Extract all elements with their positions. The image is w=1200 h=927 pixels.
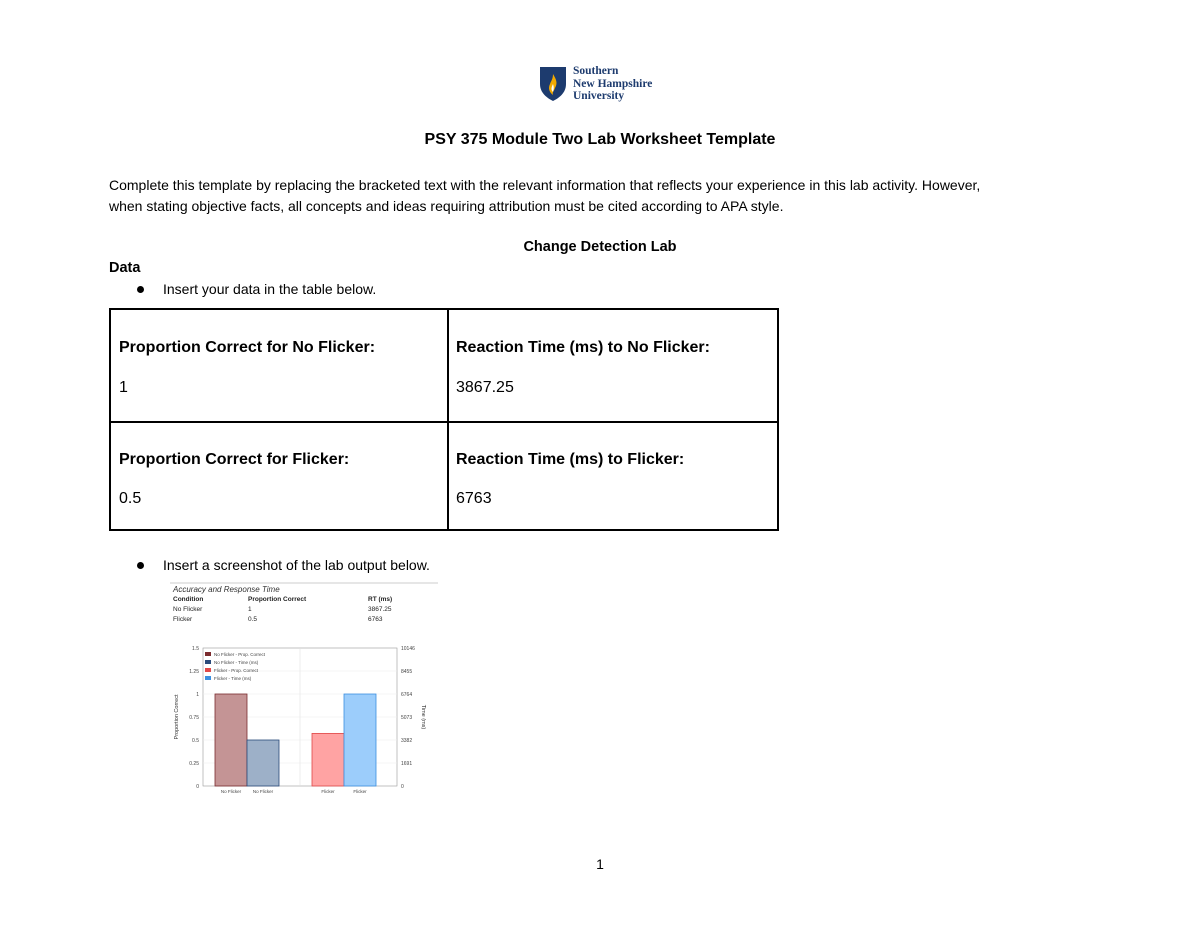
y-tick-label: 0.75 xyxy=(189,715,199,721)
bullet-text: Insert a screenshot of the lab output below. xyxy=(163,557,430,573)
intro-line: when stating objective facts, all concepts and ideas requiring attribution must be cited according to APA style. xyxy=(109,198,784,214)
legend-label: No Flicker - Time (ms) xyxy=(214,660,259,665)
bar xyxy=(312,733,344,786)
table-value: 6763 xyxy=(456,490,492,507)
legend-swatch xyxy=(205,668,211,672)
legend-swatch xyxy=(205,652,211,656)
screenshot-cell: 6763 xyxy=(368,616,383,623)
y-tick-label: 0.25 xyxy=(189,761,199,767)
y2-axis-label: Time (ms) xyxy=(420,704,426,730)
document-title: PSY 375 Module Two Lab Worksheet Template xyxy=(424,131,776,148)
legend-swatch xyxy=(205,660,211,664)
screenshot-title: Accuracy and Response Time xyxy=(173,585,280,594)
bullet-text: Insert your data in the table below. xyxy=(163,281,377,297)
y2-tick-label: 0 xyxy=(401,784,404,790)
logo-line: Southern xyxy=(573,65,619,77)
bullet-item xyxy=(137,557,430,573)
bullet-item xyxy=(137,281,376,297)
table-label: Proportion Correct for Flicker: xyxy=(119,451,350,468)
data-heading: Data xyxy=(109,260,141,276)
table-value: 0.5 xyxy=(119,490,142,507)
y2-tick-label: 1691 xyxy=(401,761,413,767)
table-value: 1 xyxy=(119,379,128,396)
screenshot-col-header: RT (ms) xyxy=(368,596,393,603)
screenshot-cell: No Flicker xyxy=(173,606,203,613)
y2-tick-label: 10146 xyxy=(401,646,415,652)
x-tick-label: No Flicker xyxy=(252,789,274,794)
intro-line: Complete this template by replacing the bracketed text with the relevant information that reflects your experience in this lab activity. However, xyxy=(109,177,981,193)
section-title: Change Detection Lab xyxy=(523,239,677,255)
shield-flame-icon xyxy=(539,66,567,102)
legend-label: No Flicker - Prop. Correct xyxy=(214,652,266,657)
bar xyxy=(247,740,279,786)
bullet-icon xyxy=(137,286,144,293)
table-divider xyxy=(447,310,449,529)
y2-tick-label: 3382 xyxy=(401,738,413,744)
x-tick-label: No Flicker xyxy=(220,789,242,794)
results-bar-chart xyxy=(170,582,438,798)
logo-line: New Hampshire xyxy=(573,77,653,90)
table-value: 3867.25 xyxy=(456,379,514,396)
page-number: 1 xyxy=(596,856,604,872)
table-divider xyxy=(111,421,777,423)
y2-tick-label: 6764 xyxy=(401,692,413,698)
screenshot-col-header: Proportion Correct xyxy=(248,596,307,603)
screenshot-cell: Flicker xyxy=(173,616,193,623)
table-label: Proportion Correct for No Flicker: xyxy=(119,339,376,356)
y2-tick-label: 5073 xyxy=(401,715,413,721)
lab-output-screenshot xyxy=(170,582,438,798)
bullet-icon xyxy=(137,562,144,569)
x-tick-label: Flicker xyxy=(353,789,367,794)
intro-paragraph xyxy=(109,175,1099,217)
x-tick-label: Flicker xyxy=(321,789,335,794)
screenshot-cell: 0.5 xyxy=(248,616,258,623)
legend-label: Flicker - Prop. Correct xyxy=(214,668,259,673)
y2-tick-label: 8455 xyxy=(401,669,413,675)
y-tick-label: 0.5 xyxy=(192,738,199,744)
screenshot-cell: 3867.25 xyxy=(368,606,392,613)
y-tick-label: 1 xyxy=(196,692,199,698)
y-axis-label: Proportion Correct xyxy=(174,694,180,740)
y-tick-label: 1.5 xyxy=(192,646,199,652)
screenshot-cell: 1 xyxy=(248,606,252,613)
legend-label: Flicker - Time (ms) xyxy=(214,676,252,681)
logo-line: University xyxy=(573,90,625,102)
table-label: Reaction Time (ms) to Flicker: xyxy=(456,451,685,468)
y-tick-label: 0 xyxy=(196,784,199,790)
university-logo xyxy=(539,65,652,103)
bar xyxy=(215,694,247,786)
table-label: Reaction Time (ms) to No Flicker: xyxy=(456,339,710,356)
data-table xyxy=(109,308,779,531)
screenshot-col-header: Condition xyxy=(173,596,204,603)
legend-swatch xyxy=(205,676,211,680)
logo-wordmark xyxy=(573,65,652,103)
y-tick-label: 1.25 xyxy=(189,669,199,675)
bar xyxy=(344,694,376,786)
